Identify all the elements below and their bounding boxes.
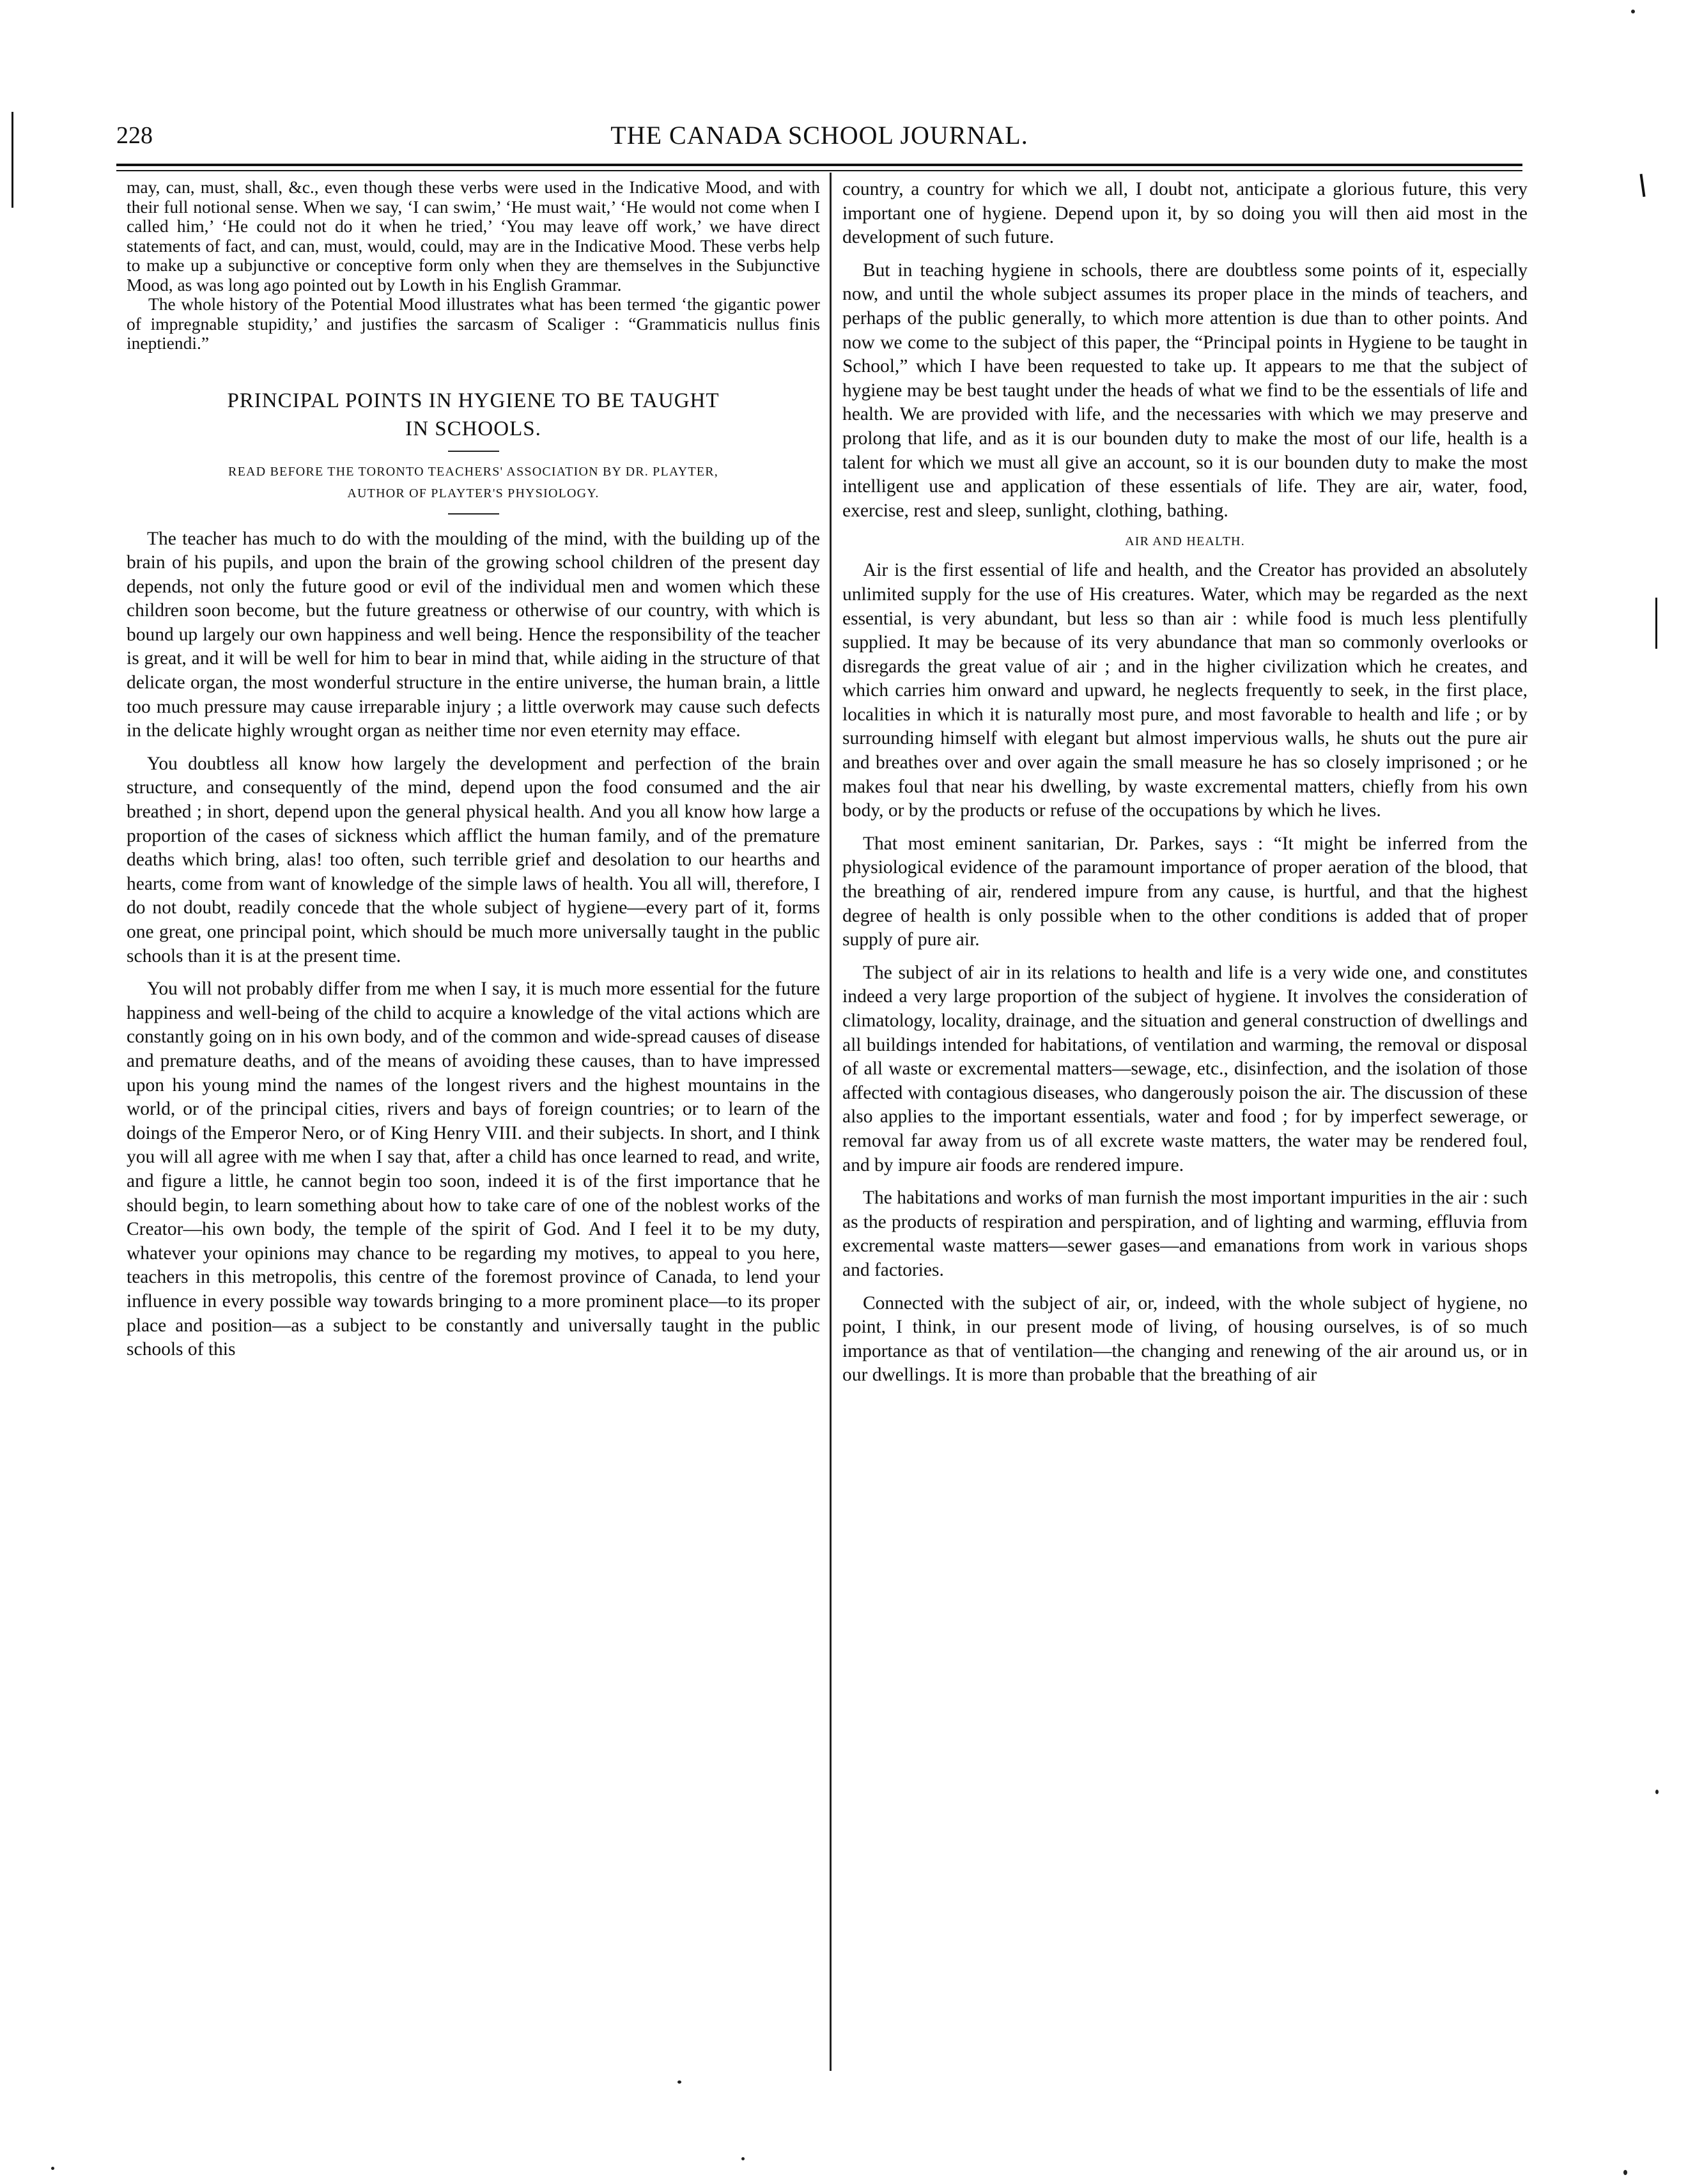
scan-speck [677, 2080, 681, 2084]
article-title-line: PRINCIPAL POINTS IN HYGIENE TO BE TAUGHT [227, 389, 720, 412]
body-paragraph: The subject of air in its relations to health and life is a very wide one, and constitutes indeed a very large proportion of the subject of hygiene. It involves the consideration of climatology, locality, drainage, and the situation and general construction of dwellings and all buildings intended for habitations, of ventilation and warming, the removal or disposal of all waste or excremental matters—sewage, etc., disinfection, and the isolation of those affected with contagious diseases, who dangerously poison the air. The discussion of these also applies to the important essentials, water and food ; for by imperfect sewerage, or removal far away from us of all excrete waste matters, the water may be rendered foul, and by impure air foods are rendered impure. [842, 962, 1528, 1175]
body-paragraph: You doubtless all know how largely the development and perfection of the brain structure, and consequently of the mind, depend upon the food consumed and the air breathed ; in short, depend upon the general physical health. And you all know how large a proportion of the cases of sickness which afflict the human family, and of the premature deaths which bring, alas! too often, such terrible grief and desolation to our hearths and hearts, come from want of knowledge of the simple laws of health. You all will, therefore, I do not doubt, readily concede that the whole subject of hygiene—every part of it, forms one great, one principal point, which should be much more universally taught in the public schools than it is at the present time. [127, 753, 820, 966]
scan-speck [1655, 1790, 1659, 1794]
journal-title: THE CANADA SCHOOL JOURNAL. [610, 121, 1028, 150]
scan-speck [51, 2167, 54, 2170]
body-paragraph: You will not probably differ from me when I say, it is much more essential for the future happiness and well-being of the child to acquire a knowledge of the vital actions which are constantly going on in his own body, and of the common and wide-spread causes of disease and premature deaths, and of the means of avoiding these causes, than to have impressed upon his young mind the names of the longest rivers and the highest mountains in the world, or of the principal cities, rivers and bays of foreign countries; or to learn of the doings of the Emperor Nero, or of King Henry VIII. and their subjects. In short, and I think you will all agree with me when I say that, after a child has once learned to read, and write, and figure a little, he cannot begin too soon, indeed it is of the first importance that he should begin, to learn something about how to take care of one of the noblest works of the Creator—his own body, the temple of the spirit of God. And I feel it to be my duty, whatever your opinions may chance to be regarding my motives, to appeal to you here, teachers in this metropolis, this centre of the foremost province of Canada, to lend your influence in every possible way towards bringing to a more prominent place—to its proper place and position—as a subject to be constantly and universally taught in the public schools of this [127, 979, 820, 1360]
body-paragraph: Air is the first essential of life and health, and the Creator has provided an absolutely unlimited supply for the use of His creatures. Water, which may be regarded as the next essential, is very abundant, but less so than air : while food is much less plentifully supplied. It may be because of its very abundance that man so commonly overlooks or disregards the great value of air ; and in the higher civilization which he creates, and which carries him onward and upward, he neglects frequently to seek, in the first place, localities in which it is naturally most pure, and most favorable to health and life ; or by surrounding himself with elegant but almost impervious walls, he shuts out the pure air and breathes over and over again the small measure he has so closely imprisoned ; or he makes foul that near his dwelling, by waste excremental matters, chiefly from his own body, or by the products or refuse of the occupations by which he lives. [842, 560, 1528, 821]
section-heading: AIR AND HEALTH. [1125, 534, 1245, 549]
page-header [116, 120, 1522, 159]
scan-speck [1631, 10, 1635, 13]
header-rule-thin [116, 170, 1522, 171]
scan-speck [1623, 2170, 1627, 2175]
byline-line: READ BEFORE THE TORONTO TEACHERS' ASSOCIATION BY DR. PLAYTER, [228, 464, 718, 479]
byline-line: AUTHOR OF PLAYTER'S PHYSIOLOGY. [347, 486, 600, 500]
right-margin-mark [1655, 598, 1657, 649]
byline-rule [448, 513, 499, 515]
continuation-paragraph: may, can, must, shall, &c., even though these verbs were used in the Indicative Mood, and with their full notional sense. When we say, ‘I can swim,’ ‘He must wait,’ ‘He would not come when I called him,’ ‘He could not do it when he tried,’ ‘You may leave off work,’ we have direct statements of fact, and can, must, would, could, may are in the Indicative Mood. These verbs help to make up a subjunctive or conceptive form only when they are themselves in the Subjunctive Mood, as was long ago pointed out by Lowth in his English Grammar. [127, 177, 820, 295]
article-title [127, 387, 820, 443]
body-paragraph: country, a country for which we all, I doubt not, anticipate a glorious future, this very important one of hygiene. Depend upon it, by so doing you will then aid most in the development of such future. [842, 179, 1528, 248]
body-paragraph: But in teaching hygiene in schools, there are doubtless some points of it, especially now, and until the whole subject assumes its proper place in the minds of teachers, and perhaps of the public generally, to which more attention is due than to other points. And now we come to the subject of this paper, the “Principal points in Hygiene to be taught in School,” which I have been requested to take up. It appears to me that the subject of hygiene may be best taught under the heads of what we find to be the essentials of life and health. We are provided with life, and the necessaries with which we may preserve and prolong that life, and as it is our bounden duty to make the most of our life, health is a talent for which we must all give an account, so it is our bounden duty to make the most intelligent use and application of these essentials of life. They are air, water, food, exercise, rest and sleep, sunlight, clothing, bathing. [842, 259, 1528, 521]
article-byline [127, 461, 820, 504]
left-column [127, 178, 820, 1371]
body-paragraph: That most eminent sanitarian, Dr. Parkes, says : “It might be inferred from the physiological evidence of the paramount importance of proper aeration of the blood, that the breathing of air, rendered impure from any cause, is hurtful, and that the highest degree of health is only possible when to the other conditions is added that of proper supply of pure air. [842, 833, 1528, 950]
article-title-line: IN SCHOOLS. [405, 417, 541, 440]
page-number: 228 [116, 122, 153, 149]
body-paragraph: The habitations and works of man furnish the most important impurities in the air : such as the products of respiration and perspiration, and of lighting and warming, effluvia from excremental waste matters—sewer gases—and emanations from work in various shops and factories. [842, 1188, 1528, 1280]
right-margin-mark [1640, 174, 1646, 197]
right-column [842, 178, 1528, 1397]
column-divider [830, 173, 832, 2071]
continuation-paragraph: The whole history of the Potential Mood illustrates what has been termed ‘the gigantic power of impregnable stupidity,’ and justifies the sarcasm of Scaliger : “Grammaticis nullus finis ineptiendi.” [127, 294, 820, 353]
body-paragraph: The teacher has much to do with the moulding of the mind, with the building up of the brain of his pupils, and upon the brain of the growing school children of the present day depends, not only the future good or evil of the individual men and women which these children soon become, but the future greatness or otherwise of our country, with which is bound up largely our own happiness and well being. Hence the responsibility of the teacher is great, and it will be well for him to bear in mind that, while aiding in the structure of that delicate organ, the most wonderful structure in the entire universe, the human brain, a little too much pressure may cause irreparable injury ; a little overwork may cause such defects in the delicate highly wrought organ as neither time nor even eternity may efface. [127, 528, 820, 741]
title-rule [448, 451, 499, 452]
header-rule-thick [116, 164, 1522, 166]
scan-speck [741, 2157, 745, 2160]
body-paragraph: Connected with the subject of air, or, indeed, with the whole subject of hygiene, no point, I think, in our present mode of living, of housing ourselves, is of so much importance as that of ventilation—the changing and renewing of the air around us, or in our dwellings. It is more than probable that the breathing of air [842, 1292, 1528, 1386]
left-margin-mark [12, 112, 13, 208]
